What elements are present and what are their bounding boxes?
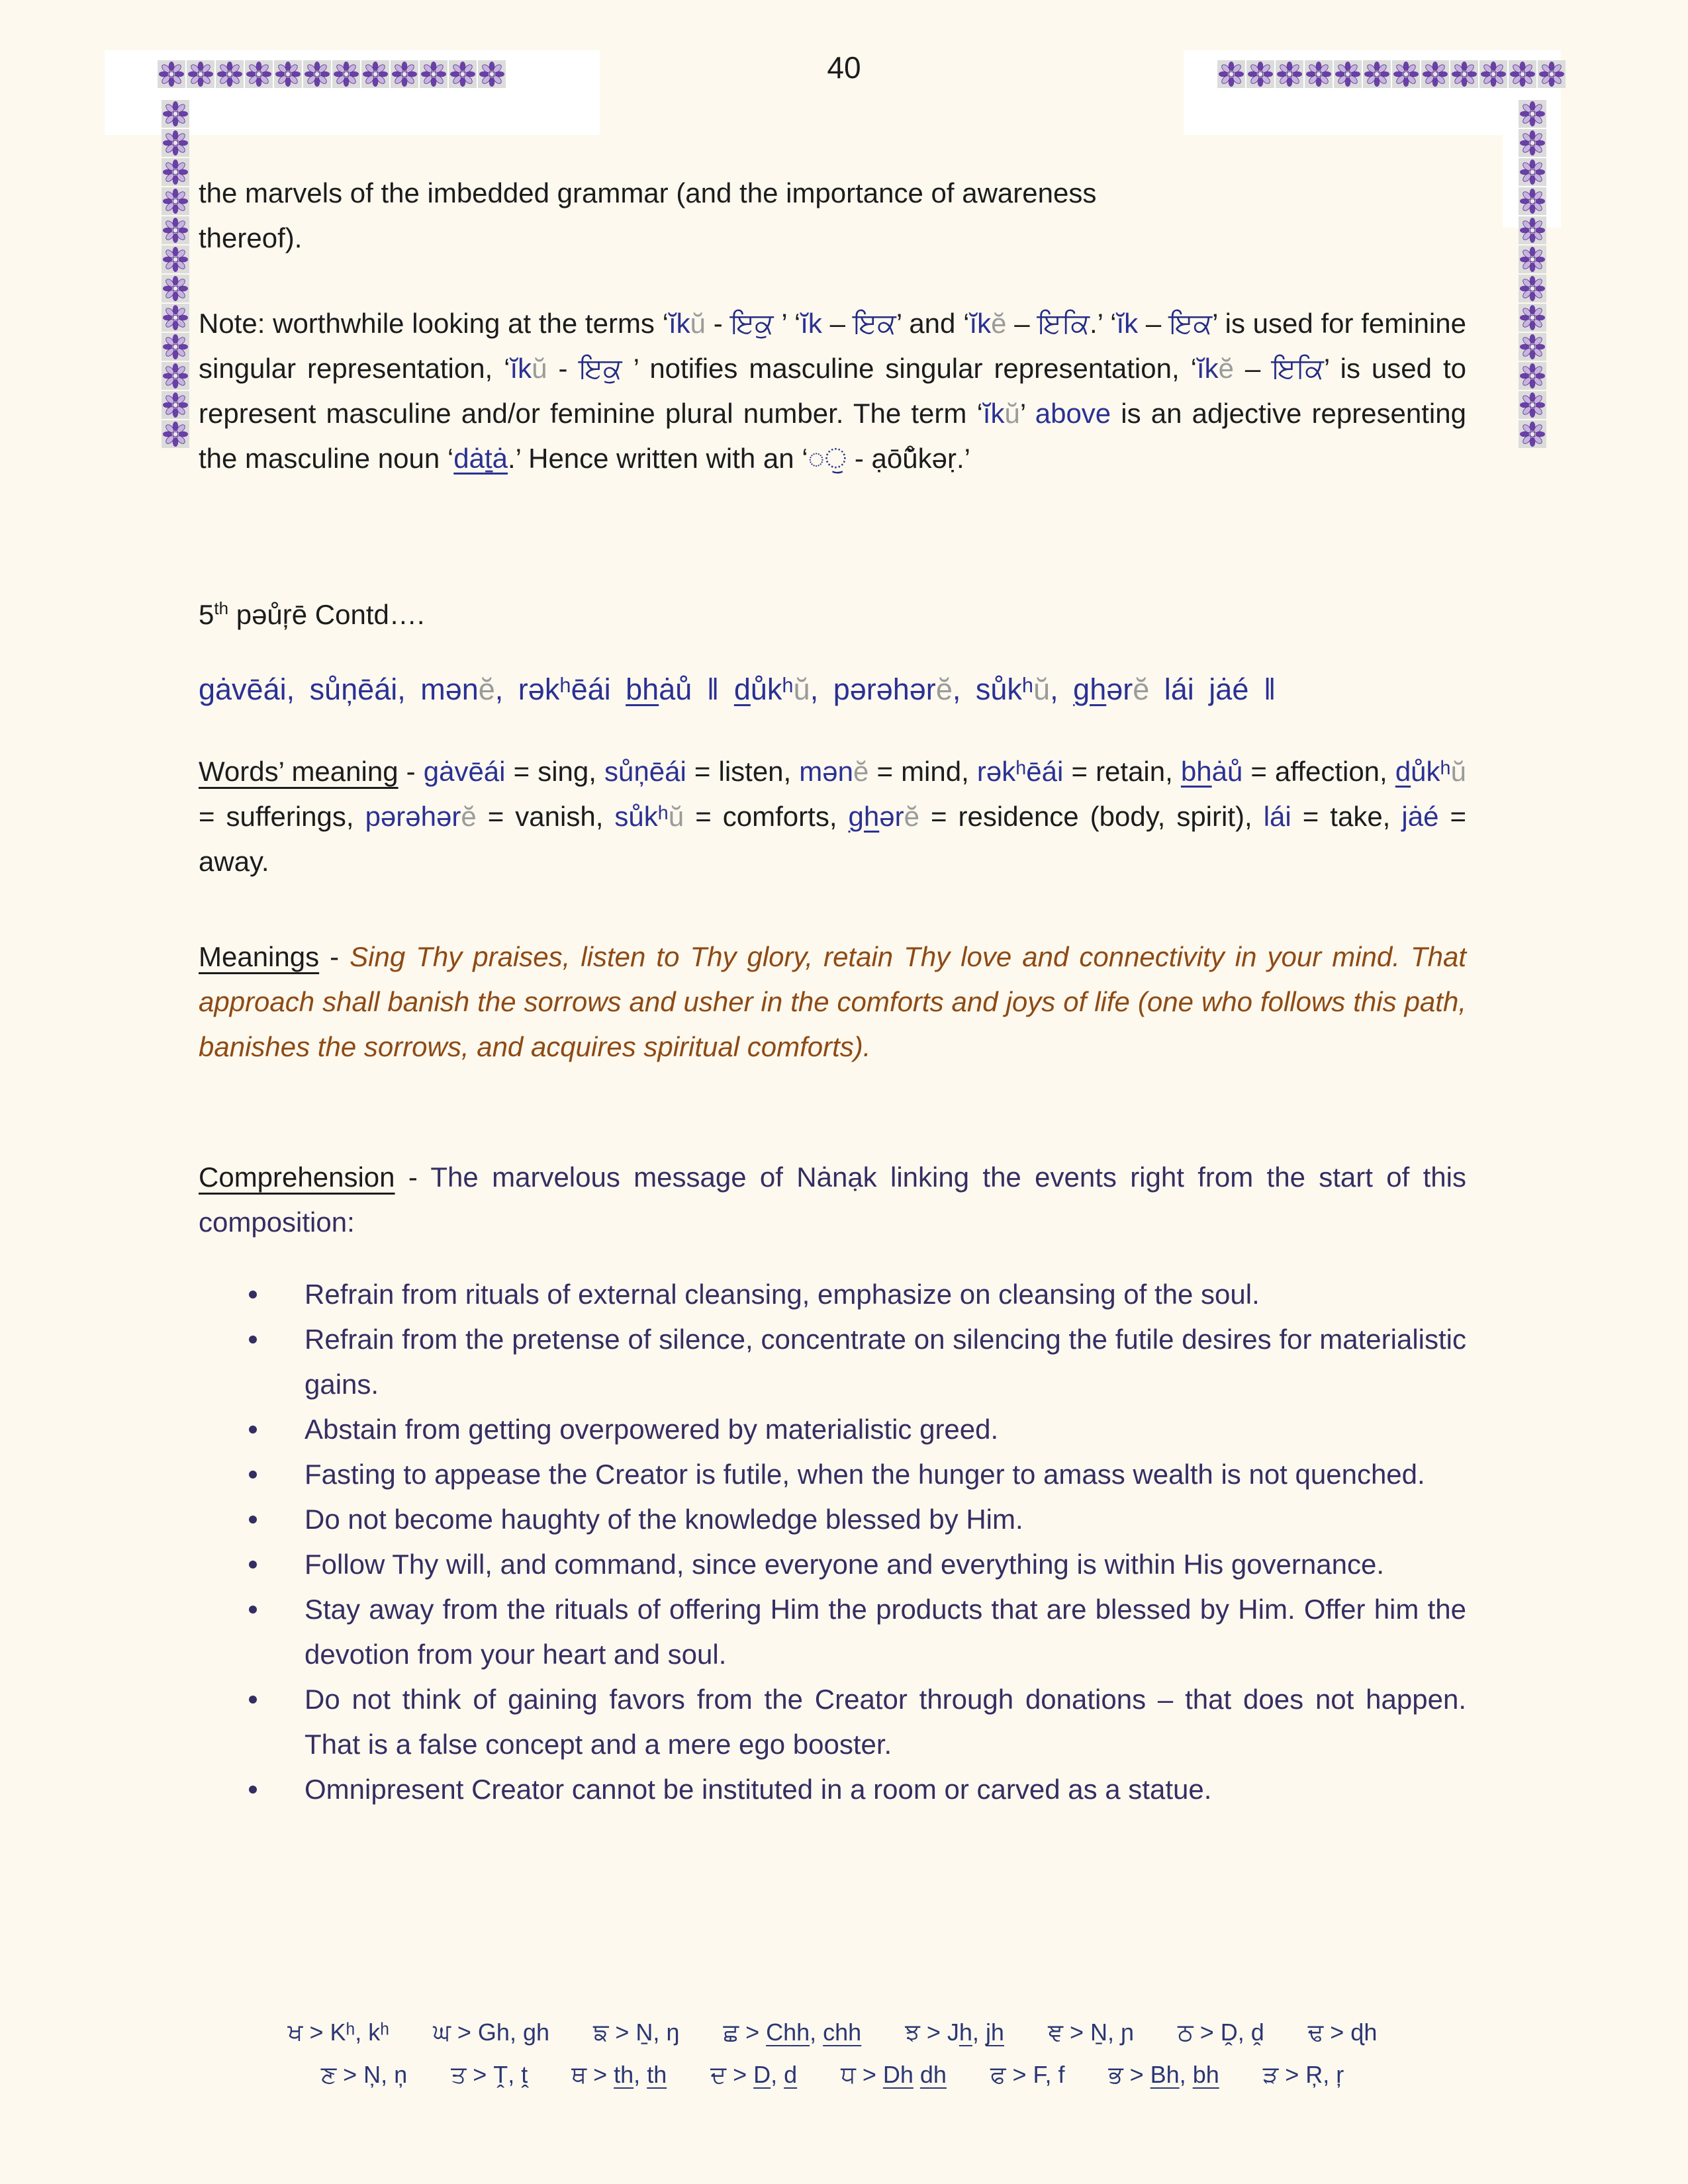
bullet-text: Refrain from rituals of external cleansing, emphasize on cleansing of the soul.: [305, 1279, 1260, 1310]
bullet-icon: [249, 1561, 257, 1569]
table-row: [321, 2054, 1344, 2095]
bullet-text: Abstain from getting overpowered by materialistic greed.: [305, 1414, 999, 1445]
flower-icon: [274, 60, 302, 88]
flower-icon: [162, 100, 189, 128]
intro-paragraph: [199, 171, 1466, 261]
list-item: [199, 1272, 1466, 1317]
flower-icon: [162, 275, 189, 302]
transliteration-table: [199, 2012, 1466, 2095]
table-cell: ਥ > th, th: [571, 2061, 667, 2088]
table-cell: ਘ > Gh, gh: [433, 2019, 549, 2046]
comprehension-paragraph: Comprehension - The marvelous message of Nȧnạk linking the events right from the start of this composition:: [199, 1161, 1466, 1238]
list-item: [199, 1407, 1466, 1452]
flower-icon: [1519, 275, 1546, 302]
flower-icon: [1334, 60, 1362, 88]
flower-icon: [1363, 60, 1391, 88]
flower-icon: [1519, 216, 1546, 244]
bullet-icon: [249, 1471, 257, 1479]
flower-icon: [162, 420, 189, 448]
words-meaning-paragraph: Words’ meaning - gȧvēái = sing, sůņēái = listen, mənĕ = mind, rəkʰēái = retain, bhȧů = affection, důkʰŭ = sufferings, pərəhərĕ = vanish, sůkʰŭ = comforts, ghərĕ = residence (body, spirit), lái = take, jȧé = away.: [199, 756, 1467, 877]
flower-icon: [1519, 158, 1546, 186]
bullet-icon: [249, 1291, 257, 1298]
flower-icon: [162, 187, 189, 215]
note-paragraph: Note: worthwhile looking at the terms ‘ĭkŭ - ਇਕੁ ’ ‘ĭk – ਇਕ’ and ‘ĭkĕ – ਇਕਿ.’ ‘ĭk – ਇਕ’ is used for feminine singular representation, ‘ĭkŭ - ਇਕੁ ’ notifies masculine singular representation, ‘ĭkĕ – ਇਕਿ’ is used to represent masculine and/or feminine plural number. The term ‘ĭkŭ’ above is an adjective representing the masculine noun ‘dȧṯȧ.’ Hence written with an ‘◌ੁ - ạōů̃kəṛ.’: [199, 308, 1466, 474]
table-cell: ਙ > Ṉ, ŋ: [593, 2019, 680, 2046]
flower-icon: [1519, 129, 1546, 157]
table-cell: ਧ > Dh dh: [841, 2061, 947, 2088]
bullet-icon: [249, 1696, 257, 1704]
flower-border-left: [161, 99, 190, 449]
bullet-icon: [249, 1606, 257, 1614]
flower-icon: [1519, 100, 1546, 128]
flower-icon: [245, 60, 273, 88]
flower-icon: [1519, 420, 1546, 448]
flower-icon: [420, 60, 447, 88]
flower-border-top-right: [1217, 60, 1566, 89]
flower-border-top-left: [157, 60, 506, 89]
table-cell: ਠ > Ḓ, ḓ: [1178, 2019, 1264, 2046]
flower-icon: [162, 333, 189, 361]
bullet-text: Refrain from the pretense of silence, concentrate on silencing the futile desires for materialistic gains.: [305, 1324, 1466, 1400]
list-item: [199, 1677, 1466, 1767]
bullet-text: Do not become haughty of the knowledge blessed by Him.: [305, 1504, 1023, 1535]
flower-icon: [1519, 362, 1546, 390]
flower-icon: [478, 60, 506, 88]
flower-icon: [1276, 60, 1303, 88]
flower-icon: [1509, 60, 1536, 88]
flower-icon: [187, 60, 214, 88]
flower-icon: [449, 60, 477, 88]
flower-icon: [1519, 391, 1546, 419]
flower-border-right: [1518, 99, 1547, 449]
bullet-icon: [249, 1426, 257, 1433]
list-item: [199, 1497, 1466, 1542]
bullet-icon: [249, 1336, 257, 1343]
flower-icon: [332, 60, 360, 88]
flower-icon: [303, 60, 331, 88]
flower-icon: [216, 60, 244, 88]
flower-icon: [1217, 60, 1245, 88]
table-cell: ਖ > Kʰ, kʰ: [287, 2019, 390, 2046]
table-cell: ਝ > Jh, jh: [905, 2019, 1004, 2046]
bullet-text: Fasting to appease the Creator is futile, when the hunger to amass wealth is not quenched.: [305, 1459, 1425, 1490]
flower-icon: [162, 362, 189, 390]
list-item: [199, 1317, 1466, 1407]
meanings-paragraph: Meanings - Sing Thy praises, listen to Thy glory, retain Thy love and connectivity in your mind. That approach shall banish the sorrows and usher in the comforts and joys of life (one who follows this path, banishes the sorrows, and acquires spiritual comforts).: [199, 941, 1466, 1062]
flower-icon: [162, 391, 189, 419]
flower-icon: [162, 129, 189, 157]
table-cell: ੜ > Ŗ, ŗ: [1262, 2061, 1344, 2088]
intro-line-2: thereof).: [199, 222, 303, 253]
comprehension-bullets: [199, 1272, 1466, 1812]
intro-line-1: the marvels of the imbedded grammar (and the importance of awareness: [199, 177, 1097, 208]
bullet-text: Omnipresent Creator cannot be instituted in a room or carved as a statue.: [305, 1774, 1212, 1805]
flower-icon: [1519, 333, 1546, 361]
flower-icon: [1479, 60, 1507, 88]
table-cell: ਞ > Ṉ, ɲ: [1047, 2019, 1135, 2046]
flower-icon: [162, 246, 189, 273]
flower-icon: [361, 60, 389, 88]
flower-icon: [1519, 246, 1546, 273]
flower-icon: [1246, 60, 1274, 88]
table-cell: ਫ > F, f: [990, 2061, 1065, 2088]
flower-icon: [1519, 187, 1546, 215]
flower-icon: [1538, 60, 1566, 88]
table-cell: ਤ > Ṱ, ṱ: [451, 2061, 528, 2088]
bullet-text: Follow Thy will, and command, since everyone and everything is within His governance.: [305, 1549, 1385, 1580]
list-item: [199, 1587, 1466, 1677]
flower-icon: [162, 216, 189, 244]
flower-icon: [1392, 60, 1420, 88]
flower-icon: [1421, 60, 1449, 88]
table-cell: ਣ > Ņ, ņ: [320, 2061, 408, 2088]
table-row: [288, 2012, 1378, 2053]
flower-icon: [162, 158, 189, 186]
bullet-text: Do not think of gaining favors from the Creator through donations – that does not happen. That is a false concept and a mere ego booster.: [305, 1684, 1466, 1760]
table-cell: ਛ > Chh, chh: [723, 2019, 862, 2046]
flower-icon: [162, 304, 189, 332]
bullet-text: Stay away from the rituals of offering Him the products that are blessed by Him. Offer him the devotion from your heart and soul.: [305, 1594, 1466, 1670]
table-cell: ਭ > Bh, bh: [1108, 2061, 1219, 2088]
verse-line: gȧvēái, sůņēái, mənĕ, rəkʰēái bhȧů ‖ důkʰŭ, pərəhərĕ, sůkʰŭ, ghərĕ lái jȧé ‖: [199, 672, 1276, 706]
table-cell: ਢ > ɖh: [1307, 2019, 1378, 2046]
flower-icon: [1305, 60, 1333, 88]
flower-icon: [158, 60, 185, 88]
page-number: 40: [827, 50, 861, 85]
flower-icon: [1450, 60, 1478, 88]
flower-icon: [391, 60, 418, 88]
bullet-icon: [249, 1516, 257, 1524]
flower-icon: [1519, 304, 1546, 332]
bullet-icon: [249, 1786, 257, 1794]
pauree-heading: 5th pəůŗē Contd….: [199, 598, 425, 630]
table-cell: ਦ > D, d: [710, 2061, 798, 2088]
list-item: [199, 1542, 1466, 1587]
list-item: [199, 1452, 1466, 1497]
list-item: [199, 1767, 1466, 1812]
